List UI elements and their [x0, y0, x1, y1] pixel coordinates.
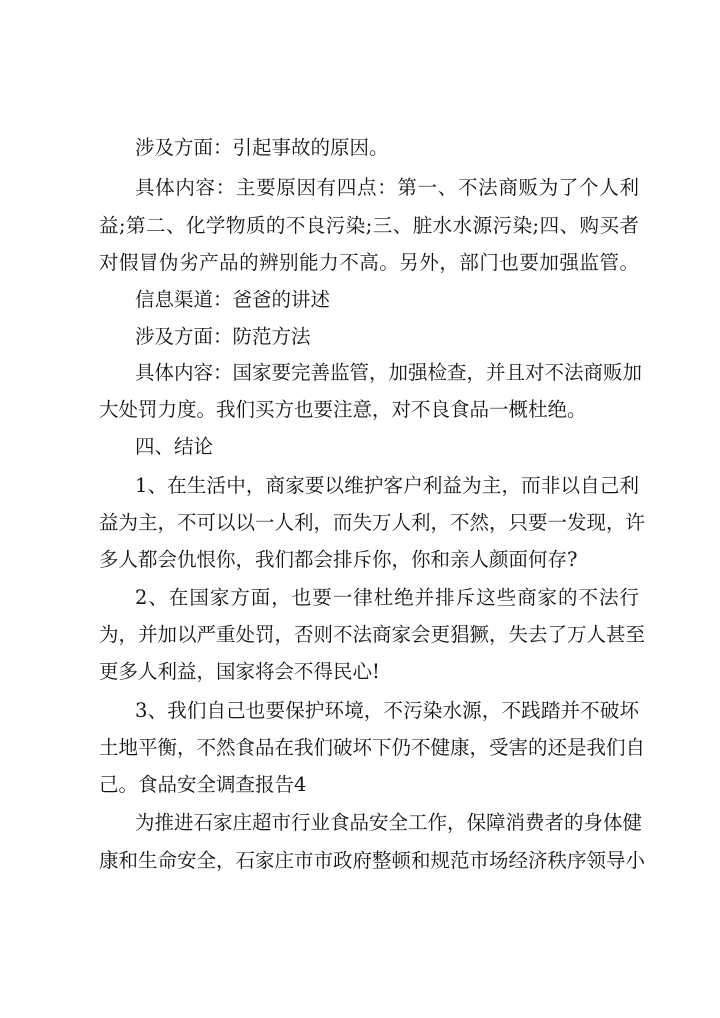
- text-line: 涉及方面：防范方法: [135, 325, 311, 348]
- text-line: 土地平衡，不然食品在我们破坏下仍不健康，受害的还是我们自: [99, 736, 646, 759]
- text-line: 信息渠道：爸爸的讲述: [135, 288, 331, 311]
- text-line: 己。食品安全调查报告4: [99, 773, 307, 796]
- text-line: 益为主，不可以以一人利，而失万人利，不然，只要一发现，许: [99, 511, 646, 534]
- text-line: 大处罚力度。我们买方也要注意，对不良食品一概杜绝。: [99, 398, 587, 421]
- text-line: 更多人利益，国家将会不得民心!: [99, 660, 380, 683]
- text-line: 2、在国家方面，也要一律杜绝并排斥这些商家的不法行: [135, 586, 639, 609]
- text-line: 1、在生活中，商家要以维护客户利益为主，而非以自己利: [135, 474, 639, 497]
- text-line: 具体内容：国家要完善监管，加强检查，并且对不法商贩加: [135, 361, 643, 384]
- text-line: 康和生命安全，石家庄市市政府整顿和规范市场经济秩序领导小: [99, 849, 646, 872]
- text-line: 多人都会仇恨你，我们都会排斥你，你和亲人颜面何存?: [99, 548, 578, 571]
- text-line: 具体内容：主要原因有四点：第一、不法商贩为了个人利: [135, 176, 639, 199]
- text-line: 对假冒伪劣产品的辨别能力不高。另外，部门也要加强监管。: [99, 251, 639, 274]
- text-line: 为推进石家庄超市行业食品安全工作，保障消费者的身体健: [135, 811, 643, 834]
- text-line: 为，并加以严重处罚，否则不法商家会更猖獗，失去了万人甚至: [99, 623, 646, 646]
- text-line: 涉及方面：引起事故的原因。: [135, 136, 389, 159]
- text-line: 益;第二、化学物质的不良污染;三、脏水水源污染;四、购买者: [99, 214, 639, 237]
- text-line: 3、我们自己也要保护环境，不污染水源，不践踏并不破坏: [135, 699, 639, 722]
- section-heading: 四、结论: [135, 435, 214, 458]
